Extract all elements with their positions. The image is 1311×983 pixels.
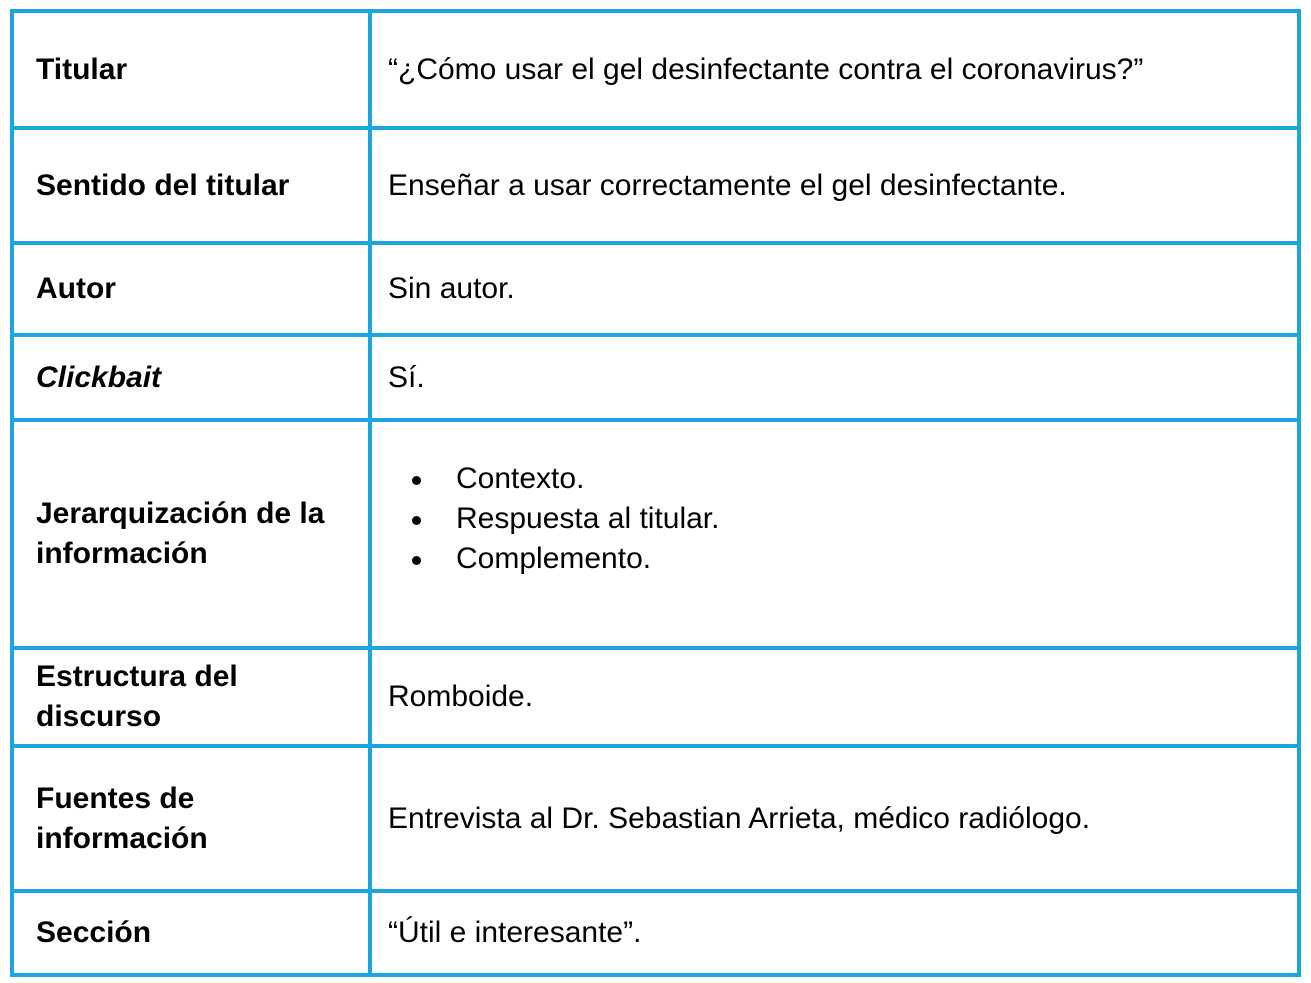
- row-sentido-del-titular: [12, 128, 1299, 243]
- label-autor: Autor: [12, 243, 370, 335]
- row-titular: [12, 11, 1299, 128]
- value-jerarquizacion: [370, 420, 1299, 648]
- row-fuentes-de-informacion: [12, 746, 1299, 891]
- value-titular: “¿Cómo usar el gel desinfectante contra el coronavirus?”: [370, 11, 1299, 128]
- label-clickbait: Clickbait: [12, 335, 370, 420]
- list-item: Respuesta al titular.: [388, 499, 1277, 539]
- row-estructura-del-discurso: [12, 648, 1299, 746]
- label-estructura-del-discurso: Estructura del discurso: [12, 648, 370, 746]
- row-autor: [12, 243, 1299, 335]
- value-fuentes-de-informacion: Entrevista al Dr. Sebastian Arrieta, médico radiólogo.: [370, 746, 1299, 891]
- list-item: Complemento.: [388, 539, 1277, 579]
- value-clickbait: Sí.: [370, 335, 1299, 420]
- value-sentido-del-titular: Enseñar a usar correctamente el gel desinfectante.: [370, 128, 1299, 243]
- news-analysis-table: [10, 9, 1301, 977]
- label-fuentes-de-informacion: Fuentes de información: [12, 746, 370, 891]
- row-jerarquizacion: [12, 420, 1299, 648]
- list-item: Contexto.: [388, 459, 1277, 499]
- label-seccion: Sección: [12, 891, 370, 975]
- label-jerarquizacion: Jerarquización de la información: [12, 420, 370, 648]
- label-sentido-del-titular: Sentido del titular: [12, 128, 370, 243]
- row-seccion: [12, 891, 1299, 975]
- hierarchy-bullet-list: [388, 459, 1277, 579]
- value-estructura-del-discurso: Romboide.: [370, 648, 1299, 746]
- value-autor: Sin autor.: [370, 243, 1299, 335]
- value-seccion: “Útil e interesante”.: [370, 891, 1299, 975]
- label-titular: Titular: [12, 11, 370, 128]
- row-clickbait: [12, 335, 1299, 420]
